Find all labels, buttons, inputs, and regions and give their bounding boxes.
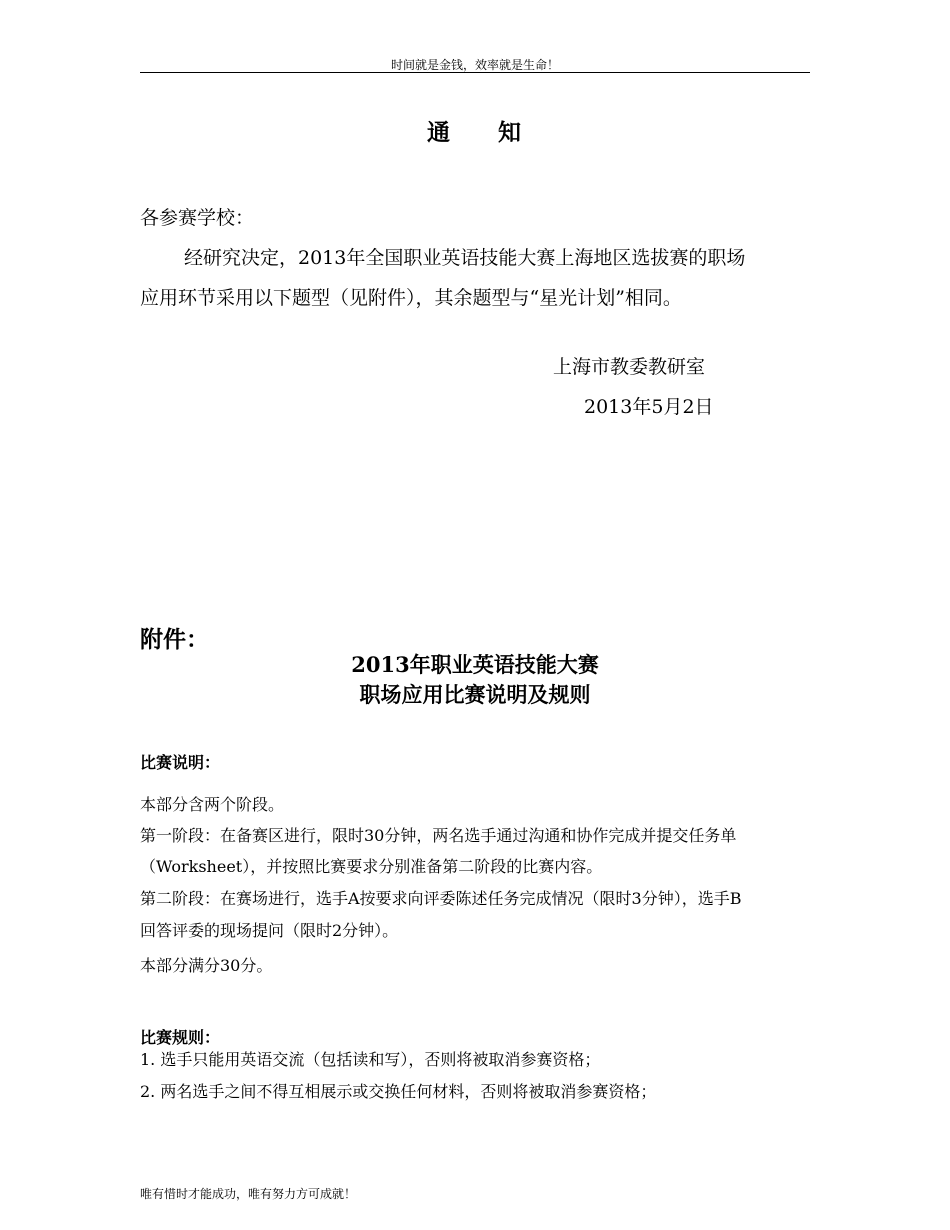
rules-heading: 比赛规则： bbox=[140, 1028, 221, 1047]
page-header: 时间就是金钱，效率就是生命！ bbox=[390, 58, 559, 72]
salutation: 各参赛学校： bbox=[140, 207, 255, 229]
description-line: 本部分满分30分。 bbox=[140, 956, 273, 975]
description-line: 本部分含两个阶段。 bbox=[140, 795, 285, 814]
body-line-1: 经研究决定，2013年全国职业英语技能大赛上海地区选拔赛的职场 bbox=[184, 247, 746, 269]
description-line: 第二阶段：在赛场进行，选手A按要求向评委陈述任务完成情况（限时3分钟），选手B bbox=[140, 889, 742, 908]
description-line: 第一阶段：在备赛区进行，限时30分钟，两名选手通过沟通和协作完成并提交任务单 bbox=[140, 826, 737, 845]
signature-org: 上海市教委教研室 bbox=[553, 356, 706, 378]
body-line-2: 应用环节采用以下题型（见附件），其余题型与“星光计划”相同。 bbox=[140, 287, 682, 309]
rule-item: 1. 选手只能用英语交流（包括读和写），否则将被取消参赛资格； bbox=[140, 1050, 601, 1069]
contest-title-line-1: 2013年职业英语技能大赛 bbox=[351, 652, 599, 677]
rule-item: 2. 两名选手之间不得互相展示或交换任何材料，否则将被取消参赛资格； bbox=[140, 1082, 657, 1101]
contest-title-line-2: 职场应用比赛说明及规则 bbox=[359, 682, 591, 707]
page-footer: 唯有惜时才能成功，唯有努力方可成就！ bbox=[140, 1187, 357, 1201]
title-char-2: 知 bbox=[498, 119, 523, 146]
attachment-label: 附件： bbox=[140, 626, 209, 653]
description-heading: 比赛说明： bbox=[140, 753, 221, 772]
header-rule bbox=[140, 72, 810, 73]
title-char-1: 通 bbox=[427, 119, 452, 146]
notice-title bbox=[0, 114, 950, 147]
signature-date: 2013年5月2日 bbox=[584, 396, 714, 418]
description-line: （Worksheet），并按照比赛要求分别准备第二阶段的比赛内容。 bbox=[140, 857, 603, 876]
description-line: 回答评委的现场提问（限时2分钟）。 bbox=[140, 921, 399, 940]
